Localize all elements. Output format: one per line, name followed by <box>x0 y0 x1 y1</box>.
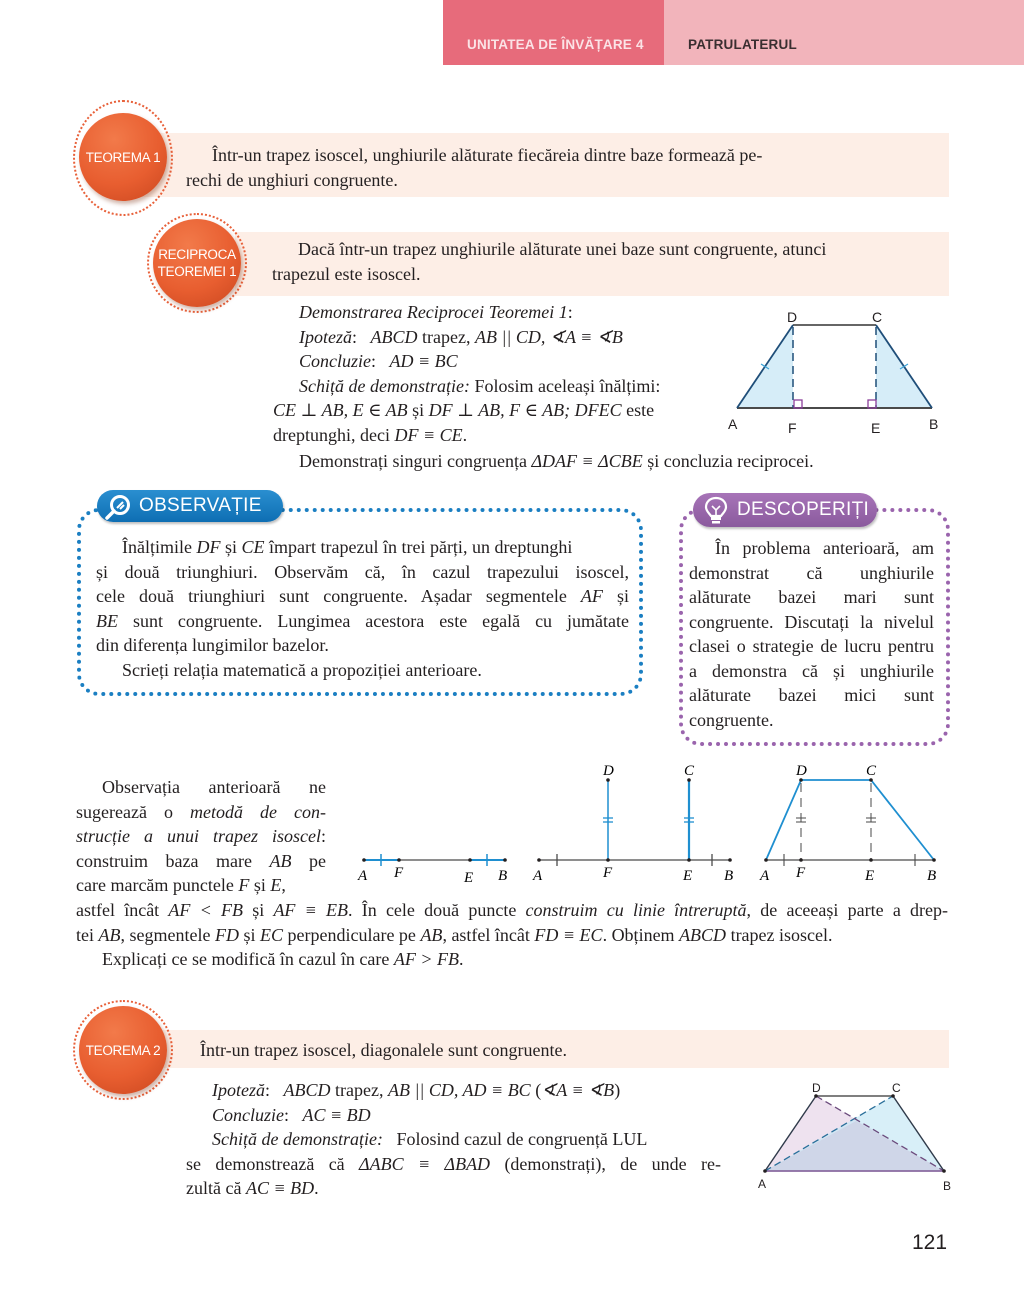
lightbulb-icon <box>703 496 729 525</box>
right-angle-e <box>868 400 876 408</box>
observatie-tag <box>97 490 283 522</box>
obs-l3c: și <box>602 586 629 606</box>
theorem2-badge <box>79 1006 167 1094</box>
proof1-hyp-b: trapez, <box>417 326 475 347</box>
theorem1-line1: Într-un trapez isoscel, unghiurile alăturate fiecăreia dintre baze formează pe- <box>212 145 763 165</box>
constr-w2b: AB <box>98 924 121 945</box>
constr-c4b: AB <box>269 850 292 871</box>
constr-w2d: FD <box>214 924 239 945</box>
constr-w2l: ABCD <box>679 924 727 945</box>
obs-l4a: BE <box>96 610 118 631</box>
constr-c2a: sugerează o <box>76 801 190 822</box>
proof1-task <box>273 449 953 474</box>
label-a: A <box>728 416 738 432</box>
constr-w1a: astfel încât <box>76 900 169 920</box>
constr-w2m: trapez isoscel. <box>726 924 833 945</box>
proof2-hyp-label: Ipoteză <box>212 1080 265 1100</box>
proof1-l6a: dreptunghi, deci <box>273 424 395 445</box>
chapter-label: PATRULATERUL <box>688 37 797 52</box>
constr-w2i: , astfel încât <box>442 924 535 945</box>
constr-c1: Observația anterioară ne <box>102 777 326 797</box>
obs-l5: din diferența lungimilor bazelor. <box>96 635 329 655</box>
constr-w2k: . Obținem <box>602 924 680 945</box>
proof1-hyp-a: ABCD <box>370 326 418 347</box>
label-c: C <box>872 309 883 325</box>
theorem1-badge <box>79 113 167 201</box>
fig2-label-d: D <box>812 1081 821 1095</box>
constr-w1b: AF < FB <box>168 900 243 920</box>
s2-label-e: E <box>683 868 693 884</box>
reciprocal-line1: Dacă într-un trapez unghiurile alăturate unei baze sunt congruente, atunci <box>298 239 827 259</box>
proof1-l7c: și concluzia reciprocei. <box>642 451 814 471</box>
s3-label-a: A <box>760 868 770 884</box>
constr-w3c: . <box>459 949 464 969</box>
theorem1-line2: rechi de unghiuri congruente. <box>186 170 398 190</box>
proof1-title: Demonstrarea Reciprocei Teoremei 1 <box>299 302 568 322</box>
constr-w1d: AF ≡ EB <box>273 900 349 920</box>
constr-c2b: metodă de con- <box>189 801 326 822</box>
construction-body <box>76 898 948 972</box>
constr-w1g: , de aceeași parte a drep- <box>746 900 949 920</box>
constr-w2f: EC <box>259 924 283 945</box>
construction-step3 <box>759 763 936 884</box>
figure-trapezoid-heights <box>722 305 952 435</box>
constr-w1e: . În cele două puncte <box>348 900 526 920</box>
proof1-l7b: ΔDAF ≡ ΔCBE <box>531 451 643 471</box>
construction-figures <box>350 755 950 890</box>
chapter-header <box>664 0 1024 65</box>
proof1-l5b: și <box>407 400 429 420</box>
constr-w3b: AF > FB <box>393 949 459 969</box>
proof1: Demonstrarea Reciprocei Teoremei 1: Ipoteză: ABCD trapez, AB || CD, ∢A ≡ ∢B Concluzie: AD ≡ BC Schiță de demonstrație: Folosim aceleași înălțimi: CE ⊥ AB, E ∈ AB și DF ⊥ AB, F ∈ AB; DFEC este dreptunghi, deci DF ≡ CE. <box>273 302 661 445</box>
label-b: B <box>929 416 939 432</box>
constr-w2c: , segmentele <box>120 924 215 945</box>
reciprocal-badge <box>153 219 241 307</box>
constr-w2j: FD ≡ EC <box>534 924 603 945</box>
obs-l1a: Înălțimile <box>122 537 197 557</box>
constr-w1f: construim cu linie întreruptă <box>525 900 747 920</box>
proof2-l4c: (demonstrați), de unde re- <box>490 1153 721 1174</box>
reciprocal-badge-line2: TEOREMEI 1 <box>157 264 237 279</box>
s2-label-b: B <box>724 868 734 884</box>
proof1-sketch-label: Schiță de demonstrație: <box>299 375 470 396</box>
proof2-concl-label: Concluzie <box>212 1104 284 1125</box>
proof2: Ipoteză: ABCD trapez, AB || CD, AD ≡ BC (∢A ≡ ∢B) Concluzie: AC ≡ BD Schiță de demonstrație: Folosind cazul de congruență LUL se demonstrează că ΔABC ≡ ΔBAD (demonstrați), de unde re- zultă că AC ≡ BD. <box>186 1080 721 1198</box>
proof2-hyp-e: ∢A ≡ ∢B <box>541 1080 615 1100</box>
s1-label-f: F <box>394 865 404 881</box>
s2-label-f: F <box>603 865 613 881</box>
reciprocal-badge-line1: RECIPROCA <box>158 247 236 262</box>
constr-c5a: care marcăm punctele <box>76 875 239 895</box>
figure-trapezoid-diagonals <box>750 1078 965 1198</box>
proof1-hyp-c: AB || CD, ∢A ≡ ∢B <box>474 326 623 347</box>
right-angle-f <box>794 400 802 408</box>
constr-w2h: AB <box>420 924 443 945</box>
obs-l3b: AF <box>580 586 603 606</box>
construction-step2 <box>532 763 733 884</box>
obs-l1c: și <box>220 537 242 557</box>
s3-label-e: E <box>865 868 875 884</box>
constr-w3a: Explicați ce se modifică în cazul în care <box>102 949 394 969</box>
obs-l2: și două triunghiuri. Observăm că, în cazul trapezului isoscel, <box>96 561 629 582</box>
reciprocal-statement <box>272 237 942 287</box>
proof2-l5c: . <box>314 1178 319 1198</box>
s3-label-c: C <box>866 763 877 779</box>
proof1-l5a: CE ⊥ AB, E ∈ AB <box>273 400 408 420</box>
proof2-hyp-a: ABCD <box>283 1080 331 1100</box>
proof2-sketch-text: Folosind cazul de congruență LUL <box>382 1129 648 1149</box>
constr-w2a: tei <box>76 924 99 945</box>
proof1-l5d: este <box>621 400 655 420</box>
constr-c5c: și <box>249 875 271 895</box>
obs-l1d: CE <box>241 537 265 557</box>
constr-c4a: construim baza mare <box>76 850 270 871</box>
descoperiti-label: DESCOPERIȚI <box>737 499 870 520</box>
theorem1-badge-label: TEOREMA 1 <box>85 149 161 165</box>
s3-label-f: F <box>796 865 806 881</box>
s1-label-a: A <box>358 868 368 884</box>
proof1-l6b: DF ≡ CE <box>394 424 463 445</box>
proof1-concl-label: Concluzie <box>299 351 371 371</box>
observatie-label: OBSERVAȚIE <box>139 495 262 516</box>
s1-label-e: E <box>464 870 474 886</box>
proof1-hyp-label: Ipoteză <box>299 326 352 347</box>
fig2-label-a: A <box>758 1177 767 1191</box>
label-f: F <box>788 420 797 435</box>
reciprocal-line2: trapezul este isoscel. <box>272 264 421 284</box>
proof2-concl: AC ≡ BD <box>302 1104 371 1125</box>
descoperiti-text: În problema anterioară, am demonstrat că unghiurile alăturate bazei mari sunt congruente. Discutați la nivelul clasei o strategie de lucru pentru a demonstra că și unghiurile alăturate bazei mici sunt congruente. <box>689 538 934 730</box>
proof2-l5b: AC ≡ BD <box>245 1178 315 1198</box>
theorem2-badge-label: TEOREMA 2 <box>85 1042 161 1058</box>
label-e: E <box>871 420 881 435</box>
obs-l1b: DF <box>196 537 221 557</box>
constr-c5e: , <box>281 875 286 895</box>
descoperiti-tag <box>693 493 877 527</box>
s2-label-a: A <box>533 868 543 884</box>
theorem1-statement <box>186 143 946 193</box>
proof1-l7a: Demonstrați singuri congruența <box>299 451 532 471</box>
proof2-hyp-d: ( <box>530 1080 542 1100</box>
proof2-sketch-label: Schiță de demonstrație: <box>212 1129 383 1149</box>
observatie-text <box>96 535 629 682</box>
proof2-l4b: ΔABC ≡ ΔBAD <box>359 1153 491 1174</box>
constr-w1c: și <box>242 900 274 920</box>
obs-l1e: împart trapezul în trei părți, un dreptunghi <box>264 537 573 557</box>
magnifier-icon <box>103 493 133 520</box>
proof2-l5a: zultă că <box>186 1178 246 1198</box>
page-number: 121 <box>912 1231 948 1254</box>
constr-w2g: perpendiculare pe <box>283 924 421 945</box>
constr-c5d: E <box>270 875 282 895</box>
obs-l3a: cele două triunghiuri sunt congruente. Așadar segmentele <box>96 586 581 606</box>
obs-l4b: sunt congruente. Lungimea acestora este egală cu jumătate <box>118 610 629 631</box>
fig2-label-c: C <box>892 1081 901 1095</box>
s3-label-b: B <box>927 868 937 884</box>
theorem2-statement: Într-un trapez isoscel, diagonalele sunt congruente. <box>200 1040 568 1060</box>
s3-label-d: D <box>796 763 807 779</box>
constr-c3a: strucție a unui trapez isoscel <box>76 826 321 846</box>
s1-label-b: B <box>498 868 508 884</box>
s2-label-d: D <box>603 763 614 779</box>
constr-w2e: și <box>238 924 260 945</box>
proof2-l4a: se demonstrează că <box>186 1153 360 1174</box>
obs-l6: Scrieți relația matematică a propoziției anterioare. <box>122 659 482 680</box>
proof1-concl: AD ≡ BC <box>389 351 458 371</box>
proof2-hyp-c: AB || CD, AD ≡ BC <box>387 1080 531 1100</box>
proof1-sketch-text: Folosim aceleași înălțimi: <box>469 375 661 396</box>
proof1-l5c: DF ⊥ AB, F ∈ AB; DFEC <box>428 400 622 420</box>
proof2-hyp-f: ) <box>614 1080 621 1100</box>
unit-header <box>443 0 664 65</box>
constr-c4c: pe <box>291 850 326 871</box>
fig2-label-b: B <box>943 1179 952 1193</box>
proof2-hyp-b: trapez, <box>330 1080 388 1100</box>
constr-c3b: : <box>320 826 326 846</box>
unit-label: UNITATEA DE ÎNVĂȚARE 4 <box>467 37 644 52</box>
s2-label-c: C <box>684 763 695 779</box>
construction-step1 <box>357 854 507 886</box>
label-d: D <box>787 309 798 325</box>
constr-c5b: F <box>238 875 250 895</box>
construction-intro <box>76 775 326 898</box>
